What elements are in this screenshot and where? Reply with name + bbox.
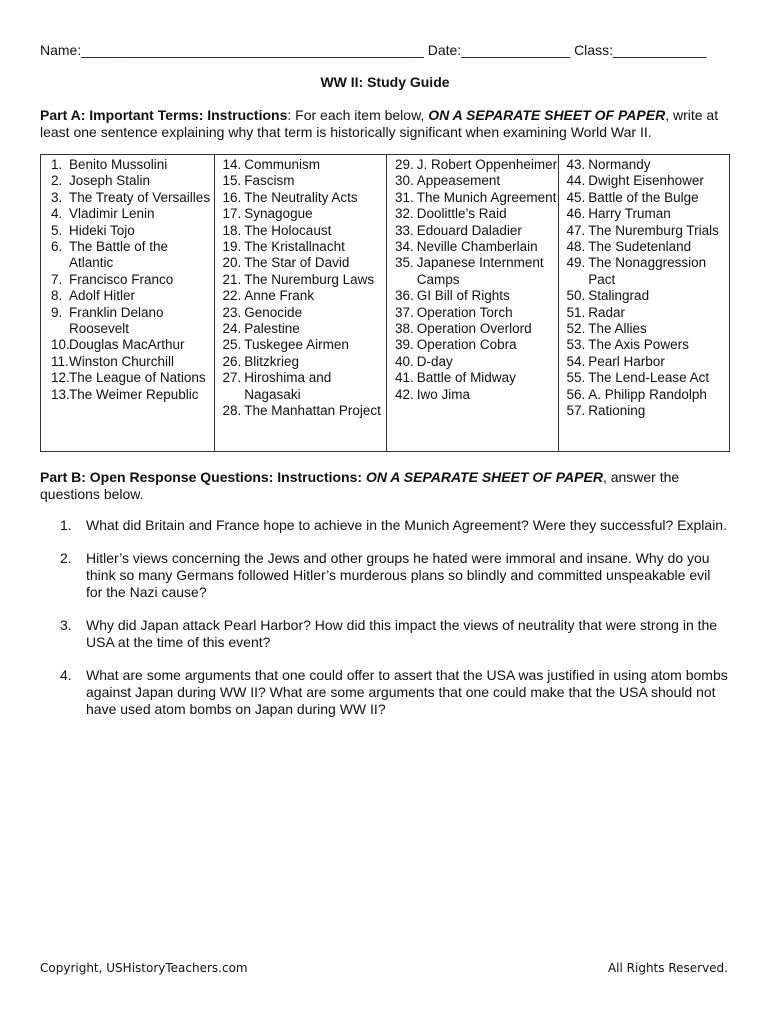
question-text: Why did Japan attack Pearl Harbor? How did this impact the views of neutrality that were strong in the USA at the time of this event? [86,617,718,650]
term-text: D-day [416,353,453,369]
term-text: Vladimir Lenin [69,206,155,222]
term-item [51,239,214,272]
term-item [395,157,558,173]
term-item [567,387,730,403]
term-text: The Munich Agreement [416,189,557,205]
term-item [395,239,558,255]
term-item [567,354,730,370]
term-text: Neville Chamberlain [416,239,538,255]
term-text: The Battle of the Atlantic [69,239,169,271]
term-text: The Nonaggression Pact [588,255,707,287]
term-item [395,190,558,206]
part-a-emphasis: ON A SEPARATE SHEET OF PAPER [428,107,666,123]
term-number: 1. [51,157,63,172]
term-number: 17. [222,206,242,222]
term-number: 45. [566,189,586,205]
term-number: 35. [395,255,414,271]
term-item [223,173,387,189]
term-item [567,157,730,173]
term-item [51,190,214,206]
term-number: 50. [566,288,586,304]
term-text: Pearl Harbor [588,353,665,369]
term-text: The Manhattan Project [244,403,381,419]
term-number: 49. [566,255,586,271]
term-item [567,403,730,419]
term-item [223,288,387,304]
question-text: Hitler’s views concerning the Jews and other groups he hated were immoral and insane. Why do you think so many Germans followed Hitler’s murderous plans so blindly and committed unspeakable evil for the Nazi cause? [86,550,711,600]
term-item [395,337,558,353]
term-number: 3. [51,189,63,205]
term-text: Douglas MacArthur [69,337,185,353]
term-item [395,288,558,304]
term-number: 28. [222,403,242,419]
term-item [567,305,730,321]
term-text: The Neutrality Acts [244,189,358,205]
term-text: Blitzkrieg [244,353,300,369]
questions-list [60,517,730,734]
term-item [567,190,730,206]
term-text: Japanese Internment Camps [416,255,544,287]
term-number: 22. [222,288,242,304]
term-text: Normandy [588,157,651,172]
term-number: 12. [51,370,70,386]
term-number: 46. [566,206,586,222]
student-info-line: Name:____________________________________________ Date:______________ Class:____________ [40,42,707,58]
term-text: Francisco Franco [69,271,174,287]
term-number: 43. [566,157,586,172]
term-item [51,173,214,189]
term-item [567,206,730,222]
term-text: Rationing [588,403,646,419]
term-number: 19. [222,239,242,255]
term-number: 56. [566,386,586,402]
terms-table [40,154,730,452]
term-number: 20. [222,255,242,271]
question-item [60,550,730,601]
term-item [395,354,558,370]
term-text: The Lend-Lease Act [588,370,710,386]
term-text: Harry Truman [588,206,671,222]
term-text: Iwo Jima [416,386,471,402]
term-item [395,255,558,288]
term-item [567,370,730,386]
term-number: 57. [566,403,586,419]
term-item [567,173,730,189]
term-text: Operation Cobra [416,337,517,353]
term-text: Winston Churchill [69,353,175,369]
term-number: 26. [222,353,242,369]
term-text: The Star of David [244,255,350,271]
term-text: Operation Overlord [416,321,532,337]
term-text: Palestine [244,321,300,337]
term-item [395,223,558,239]
term-number: 21. [222,271,242,287]
term-item [223,337,387,353]
part-b-text-after: , answer the questions below. [40,469,680,502]
term-item [223,403,387,419]
term-item [395,370,558,386]
term-item [51,337,214,353]
term-item [51,272,214,288]
term-item [395,321,558,337]
term-number: 32. [395,206,414,222]
term-text: The Treaty of Versailles [69,189,211,205]
term-item [223,305,387,321]
term-item [51,223,214,239]
term-number: 52. [566,321,586,337]
term-item [223,223,387,239]
term-number: 30. [395,173,414,189]
term-item [395,173,558,189]
term-item [567,255,730,288]
term-text: Fascism [244,173,295,189]
term-item [51,305,214,338]
term-item [223,272,387,288]
term-number: 11. [51,353,69,369]
part-a-instructions [40,107,730,141]
term-text: Stalingrad [588,288,650,304]
term-text: Doolittle’s Raid [416,206,507,222]
question-number: 1. [60,517,72,533]
term-item [223,157,387,173]
term-text: The Allies [588,321,647,337]
term-item [223,255,387,271]
term-number: 10. [51,337,70,353]
term-number: 13. [51,386,70,402]
part-a-text-after: , write at least one sentence explaining why that term is historically significant when examining World War II. [40,107,719,140]
term-number: 16. [222,189,242,205]
term-item [567,337,730,353]
term-number: 27. [222,370,242,386]
term-number: 38. [395,321,414,337]
term-number: 7. [51,271,63,287]
term-number: 37. [395,304,414,320]
term-item [223,321,387,337]
question-item [60,617,730,651]
question-text: What are some arguments that one could offer to assert that the USA was justified in using atom bombs against Japan during WW II? What are some arguments that one could make that the USA should not have used atom bombs on Japan during WW II? [86,667,728,717]
term-item [223,206,387,222]
term-number: 53. [566,337,586,353]
term-number: 25. [222,337,242,353]
term-text: Adolf Hitler [69,288,136,304]
term-number: 9. [51,304,63,320]
term-text: Hiroshima and Nagasaki [244,370,332,402]
term-text: Franklin Delano Roosevelt [69,304,164,337]
term-text: GI Bill of Rights [416,288,510,304]
terms-column-4 [558,155,730,451]
part-a-heading: Part A: Important Terms: Instructions [40,107,288,123]
part-b-instructions [40,469,730,503]
term-number: 36. [395,288,414,304]
term-text: The Nuremburg Laws [244,271,375,287]
term-number: 47. [566,222,586,238]
footer-copyright: Copyright, USHistoryTeachers.com [40,961,248,975]
part-b-emphasis: ON A SEPARATE SHEET OF PAPER [365,469,603,485]
term-text: Radar [588,304,626,320]
term-number: 33. [395,222,414,238]
term-text: The Weimer Republic [69,386,199,402]
term-item [567,288,730,304]
term-number: 8. [51,288,63,304]
term-text: The Kristallnacht [244,239,345,255]
term-text: The Axis Powers [588,337,689,353]
term-number: 15. [222,173,242,189]
question-number: 3. [60,617,72,633]
term-item [223,370,387,403]
question-item [60,667,730,718]
question-text: What did Britain and France hope to achieve in the Munich Agreement? Were they successful? Explain. [86,517,727,533]
term-text: Communism [244,157,321,172]
term-number: 23. [222,304,242,320]
term-item [51,206,214,222]
term-text: Genocide [244,304,303,320]
terms-column-1 [41,155,214,451]
term-number: 41. [395,370,414,386]
term-text: Dwight Eisenhower [588,173,704,189]
term-text: The Nuremburg Trials [588,222,719,238]
term-item [395,206,558,222]
term-item [223,239,387,255]
question-item [60,517,730,534]
term-item [51,354,214,370]
term-number: 55. [566,370,586,386]
term-text: Synagogue [244,206,313,222]
term-item [223,190,387,206]
terms-column-2 [214,155,387,451]
term-number: 6. [51,239,63,255]
part-b-heading: Part B: Open Response Questions: Instructions: [40,469,366,485]
term-text: Battle of the Bulge [588,189,699,205]
question-number: 4. [60,667,72,683]
term-item [395,305,558,321]
term-text: Hideki Tojo [69,222,135,238]
term-text: Battle of Midway [416,370,516,386]
term-number: 34. [395,239,414,255]
term-item [223,354,387,370]
term-text: The Sudetenland [588,239,692,255]
term-text: Anne Frank [244,288,315,304]
term-number: 39. [395,337,414,353]
term-item [51,288,214,304]
term-text: The League of Nations [69,370,206,386]
term-number: 54. [566,353,586,369]
part-a-text-before: : For each item below, [287,107,429,123]
term-item [51,157,214,173]
term-text: Appeasement [416,173,501,189]
term-text: Tuskegee Airmen [244,337,349,353]
term-number: 4. [51,206,63,222]
page-title: WW II: Study Guide [320,74,450,90]
question-number: 2. [60,550,72,566]
term-item [395,387,558,403]
term-item [567,223,730,239]
term-item [567,321,730,337]
term-text: Benito Mussolini [69,157,168,172]
term-text: Joseph Stalin [69,173,151,189]
term-number: 31. [395,189,414,205]
term-text: A. Philipp Randolph [588,386,707,402]
term-number: 51. [566,304,586,320]
term-item [51,387,214,403]
terms-column-3 [386,155,558,451]
term-number: 40. [395,353,414,369]
term-number: 48. [566,239,586,255]
term-number: 29. [395,157,414,172]
term-number: 14. [222,157,242,172]
term-number: 42. [395,386,414,402]
term-number: 18. [222,222,242,238]
term-number: 2. [51,173,63,189]
term-item [51,370,214,386]
term-text: J. Robert Oppenheimer [416,157,558,172]
term-item [567,239,730,255]
term-number: 5. [51,222,63,238]
term-number: 24. [222,321,242,337]
term-text: Edouard Daladier [416,222,522,238]
term-text: The Holocaust [244,222,332,238]
term-text: Operation Torch [416,304,513,320]
term-number: 44. [566,173,586,189]
footer-rights: All Rights Reserved. [607,961,728,975]
